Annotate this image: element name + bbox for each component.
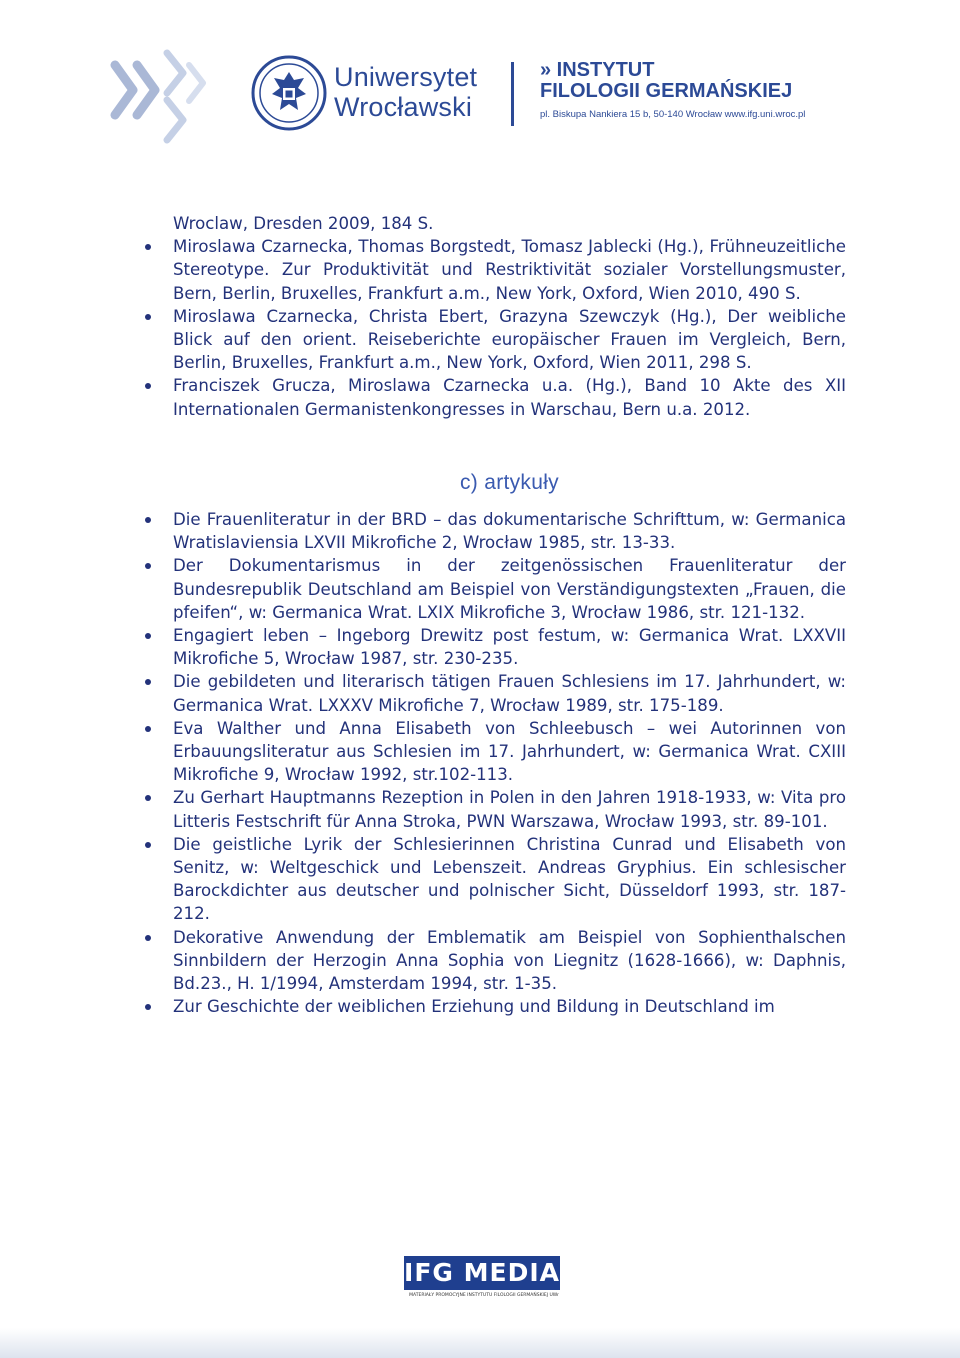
- institute-block: [540, 60, 805, 122]
- university-name-line1: Uniwersytet: [334, 62, 478, 92]
- chevrons-icon: [105, 45, 215, 145]
- bottom-gradient: [0, 1328, 960, 1358]
- ifg-media-subtext: MATERIAŁY PROMOCYJNE INSTYTUTU FILOLOGII GERMAŃSKIEJ UWr: [409, 1293, 559, 1298]
- list-item: Zu Gerhart Hauptmanns Rezeption in Polen in den Jahren 1918-1933, w: Vita pro Litteris Festschrift für Anna Stroka, PWN Warszawa, Wrocław 1993, str. 89-101.: [173, 786, 846, 832]
- section-title: c) artykuły: [460, 470, 559, 494]
- header-divider: [511, 62, 514, 126]
- institute-address: pl. Biskupa Nankiera 15 b, 50-140 Wrocław www.ifg.uni.wroc.pl: [540, 109, 806, 120]
- list-item: Eva Walther und Anna Elisabeth von Schleebusch – wei Autorinnen von Erbauungsliteratur aus Schlesien im 17. Jahrhundert, w: Germanica Wrat. CXIII Mikrofiche 9, Wrocław 1992, str.102-113.: [173, 717, 846, 787]
- list-item: Dekorative Anwendung der Emblematik am Beispiel von Sophienthalschen Sinnbildern der Herzogin Anna Sophia von Liegnitz (1628-1666), w: Daphnis, Bd.23., H. 1/1994, Amsterdam 1994, str. 1-35.: [173, 926, 846, 996]
- list-item: Franciszek Grucza, Miroslawa Czarnecka u.a. (Hg.), Band 10 Akte des XII Internationalen Germanistenkongresses in Warschau, Bern u.a. 2012.: [173, 374, 846, 420]
- list-item: Engagiert leben – Ingeborg Drewitz post festum, w: Germanica Wrat. LXXVII Mikrofiche 5, Wrocław 1987, str. 230-235.: [173, 624, 846, 670]
- list-item: Miroslawa Czarnecka, Thomas Borgstedt, Tomasz Jablecki (Hg.), Frühneuzeitliche Stereotype. Zur Produktivität und Restriktivität sozialer Vorstellungsmuster, Bern, Berlin, Bruxelles, Frankfurt a.m., New York, Oxford, Wien 2010, 490 S.: [173, 235, 846, 305]
- ifg-media-logo: IFG MEDIA: [404, 1256, 560, 1290]
- document-body: [173, 212, 846, 1019]
- list-item: Zur Geschichte der weiblichen Erziehung und Bildung in Deutschland im: [173, 995, 846, 1018]
- institute-line2: FILOLOGII GERMAŃSKIEJ: [540, 80, 793, 102]
- university-name-line2: Wrocławski: [334, 92, 473, 122]
- list-item: Miroslawa Czarnecka, Christa Ebert, Grazyna Szewczyk (Hg.), Der weibliche Blick auf den orient. Reiseberichte europäischer Frauen im Vergleich, Bern, Berlin, Bruxelles, Frankfurt a.m., New York, Oxford, Wien 2011, 298 S.: [173, 305, 846, 375]
- page-header: [0, 0, 960, 180]
- list-item: Die Frauenliteratur in der BRD – das dokumentarische Schrifttum, w: Germanica Wratislaviensia LXVII Mikrofiche 2, Wrocław 1985, str. 13-33.: [173, 508, 846, 554]
- university-seal-icon: [250, 54, 328, 132]
- continuation-text: Wroclaw, Dresden 2009, 184 S.: [173, 214, 434, 233]
- publication-list-articles: [173, 508, 846, 1018]
- publication-list-books: [173, 235, 846, 421]
- list-item: Der Dokumentarismus in der zeitgenössischen Frauenliteratur der Bundesrepublik Deutschland am Beispiel von Verständigungstexten „Frauen, die pfeifen“, w: Germanica Wrat. LXIX Mikrofiche 3, Wrocław 1986, str. 121-132.: [173, 554, 846, 624]
- list-item: Die geistliche Lyrik der Schlesierinnen Christina Cunrad und Elisabeth von Senitz, w: Weltgeschick und Lebenszeit. Andreas Gryphius. Ein schlesischer Barockdichter aus deutscher und polnischer Sicht, Düsseldorf 1993, str. 187-212.: [173, 833, 846, 926]
- university-name: [334, 62, 477, 122]
- list-item: Die gebildeten und literarisch tätigen Frauen Schlesiens im 17. Jahrhundert, w: Germanica Wrat. LXXXV Mikrofiche 7, Wrocław 1989, str. 175-189.: [173, 670, 846, 716]
- footer-logo: [404, 1256, 564, 1304]
- institute-line1: » INSTYTUT: [540, 59, 655, 81]
